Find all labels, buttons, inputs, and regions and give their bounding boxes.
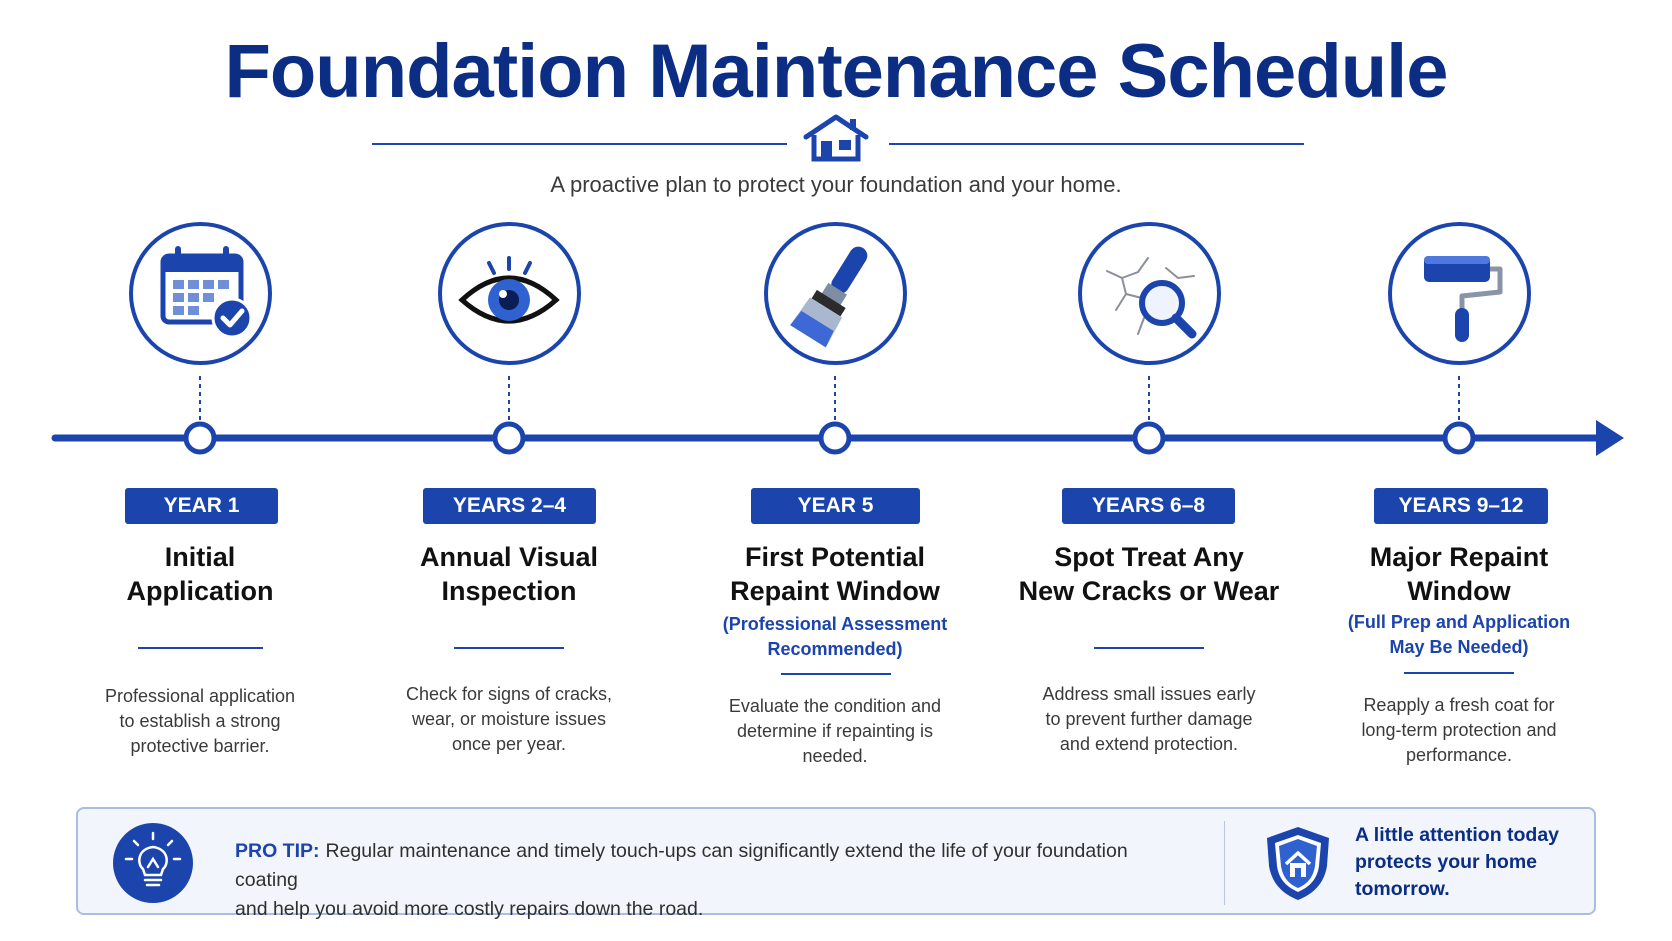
title-divider-left — [372, 143, 787, 145]
tagline-line: A little attention today — [1355, 824, 1560, 846]
step-badge: YEARS 9–12 — [1374, 488, 1548, 524]
step-title — [999, 540, 1299, 608]
step-note-line: May Be Needed) — [1389, 637, 1529, 657]
step-title-line: First Potential — [744, 542, 926, 572]
pro-tip-divider — [1224, 821, 1225, 905]
paintbrush-icon — [764, 222, 907, 365]
step-description-line: needed. — [802, 746, 868, 766]
step-description-line: Address small issues early — [1042, 684, 1256, 704]
step-badge: YEARS 2–4 — [423, 488, 596, 524]
step-title — [1309, 540, 1609, 608]
step-description-line: Professional application — [104, 686, 296, 706]
step-description-line: once per year. — [451, 734, 567, 754]
step-title-line: New Cracks or Wear — [1018, 576, 1280, 606]
step-divider — [138, 647, 263, 649]
pro-tip-line: Regular maintenance and timely touch-ups can significantly extend the life of your foundation coating — [235, 840, 1128, 891]
house-logo-icon — [800, 113, 872, 163]
step-description-line: wear, or moisture issues — [411, 709, 607, 729]
step-description — [999, 682, 1299, 757]
lightbulb-icon — [113, 823, 193, 903]
step-note-line: (Full Prep and Application — [1347, 612, 1571, 632]
step-description-line: determine if repainting is — [736, 721, 934, 741]
step-title-line: Spot Treat Any — [1054, 542, 1244, 572]
step-description — [1309, 693, 1609, 768]
step-note-line: (Professional Assessment — [722, 614, 948, 634]
step-description — [359, 682, 659, 757]
step-title — [50, 540, 350, 608]
step-title-line: Application — [126, 576, 274, 606]
step-title-line: Repaint Window — [730, 576, 940, 606]
step-note — [685, 612, 985, 662]
paint-roller-icon — [1388, 222, 1531, 365]
pro-tip-line: and help you avoid more costly repairs down the road. — [235, 898, 704, 920]
shield-house-icon — [1263, 824, 1333, 902]
title-divider-right — [889, 143, 1304, 145]
pro-tip-tagline — [1355, 822, 1585, 903]
step-description-line: protective barrier. — [130, 736, 270, 756]
step-title — [359, 540, 659, 608]
step-divider — [454, 647, 564, 649]
timeline-arrowhead — [1596, 420, 1624, 456]
step-title — [685, 540, 985, 608]
tagline-line: tomorrow. — [1355, 878, 1450, 900]
timeline-node — [495, 424, 523, 452]
step-title-line: Annual Visual — [419, 542, 599, 572]
crack-magnifier-icon — [1078, 222, 1221, 365]
tagline-line: protects your home — [1355, 851, 1538, 873]
step-description-line: to prevent further damage — [1045, 709, 1253, 729]
step-description-line: Evaluate the condition and — [728, 696, 942, 716]
step-divider — [781, 673, 891, 675]
step-title-line: Initial — [164, 542, 236, 572]
timeline-node — [186, 424, 214, 452]
step-description-line: and extend protection. — [1059, 734, 1239, 754]
step-note-line: Recommended) — [767, 639, 903, 659]
step-description-line: long-term protection and — [1361, 720, 1557, 740]
pro-tip-text — [235, 837, 1195, 924]
timeline-node — [1445, 424, 1473, 452]
step-badge: YEAR 1 — [125, 488, 278, 524]
pro-tip-panel — [76, 807, 1596, 920]
step-badge: YEARS 6–8 — [1062, 488, 1235, 524]
step-description-line: Reapply a fresh coat for — [1363, 695, 1555, 715]
step-description — [685, 694, 985, 769]
step-note — [1309, 610, 1609, 660]
step-title-line: Window — [1407, 576, 1511, 606]
eye-icon — [438, 222, 581, 365]
step-description-line: to establish a strong — [119, 711, 281, 731]
step-divider — [1094, 647, 1204, 649]
pro-tip-label: PRO TIP: — [235, 840, 320, 862]
step-description — [50, 684, 350, 759]
timeline-node — [821, 424, 849, 452]
timeline-node — [1135, 424, 1163, 452]
page-title: Foundation Maintenance Schedule — [224, 29, 1448, 114]
step-description-line: performance. — [1405, 745, 1513, 765]
step-title-line: Inspection — [441, 576, 577, 606]
step-description-line: Check for signs of cracks, — [405, 684, 613, 704]
step-title-line: Major Repaint — [1369, 542, 1549, 572]
page-subtitle: A proactive plan to protect your foundation and your home. — [550, 172, 1122, 197]
step-divider — [1404, 672, 1514, 674]
calendar-check-icon — [129, 222, 272, 365]
step-badge: YEAR 5 — [751, 488, 920, 524]
